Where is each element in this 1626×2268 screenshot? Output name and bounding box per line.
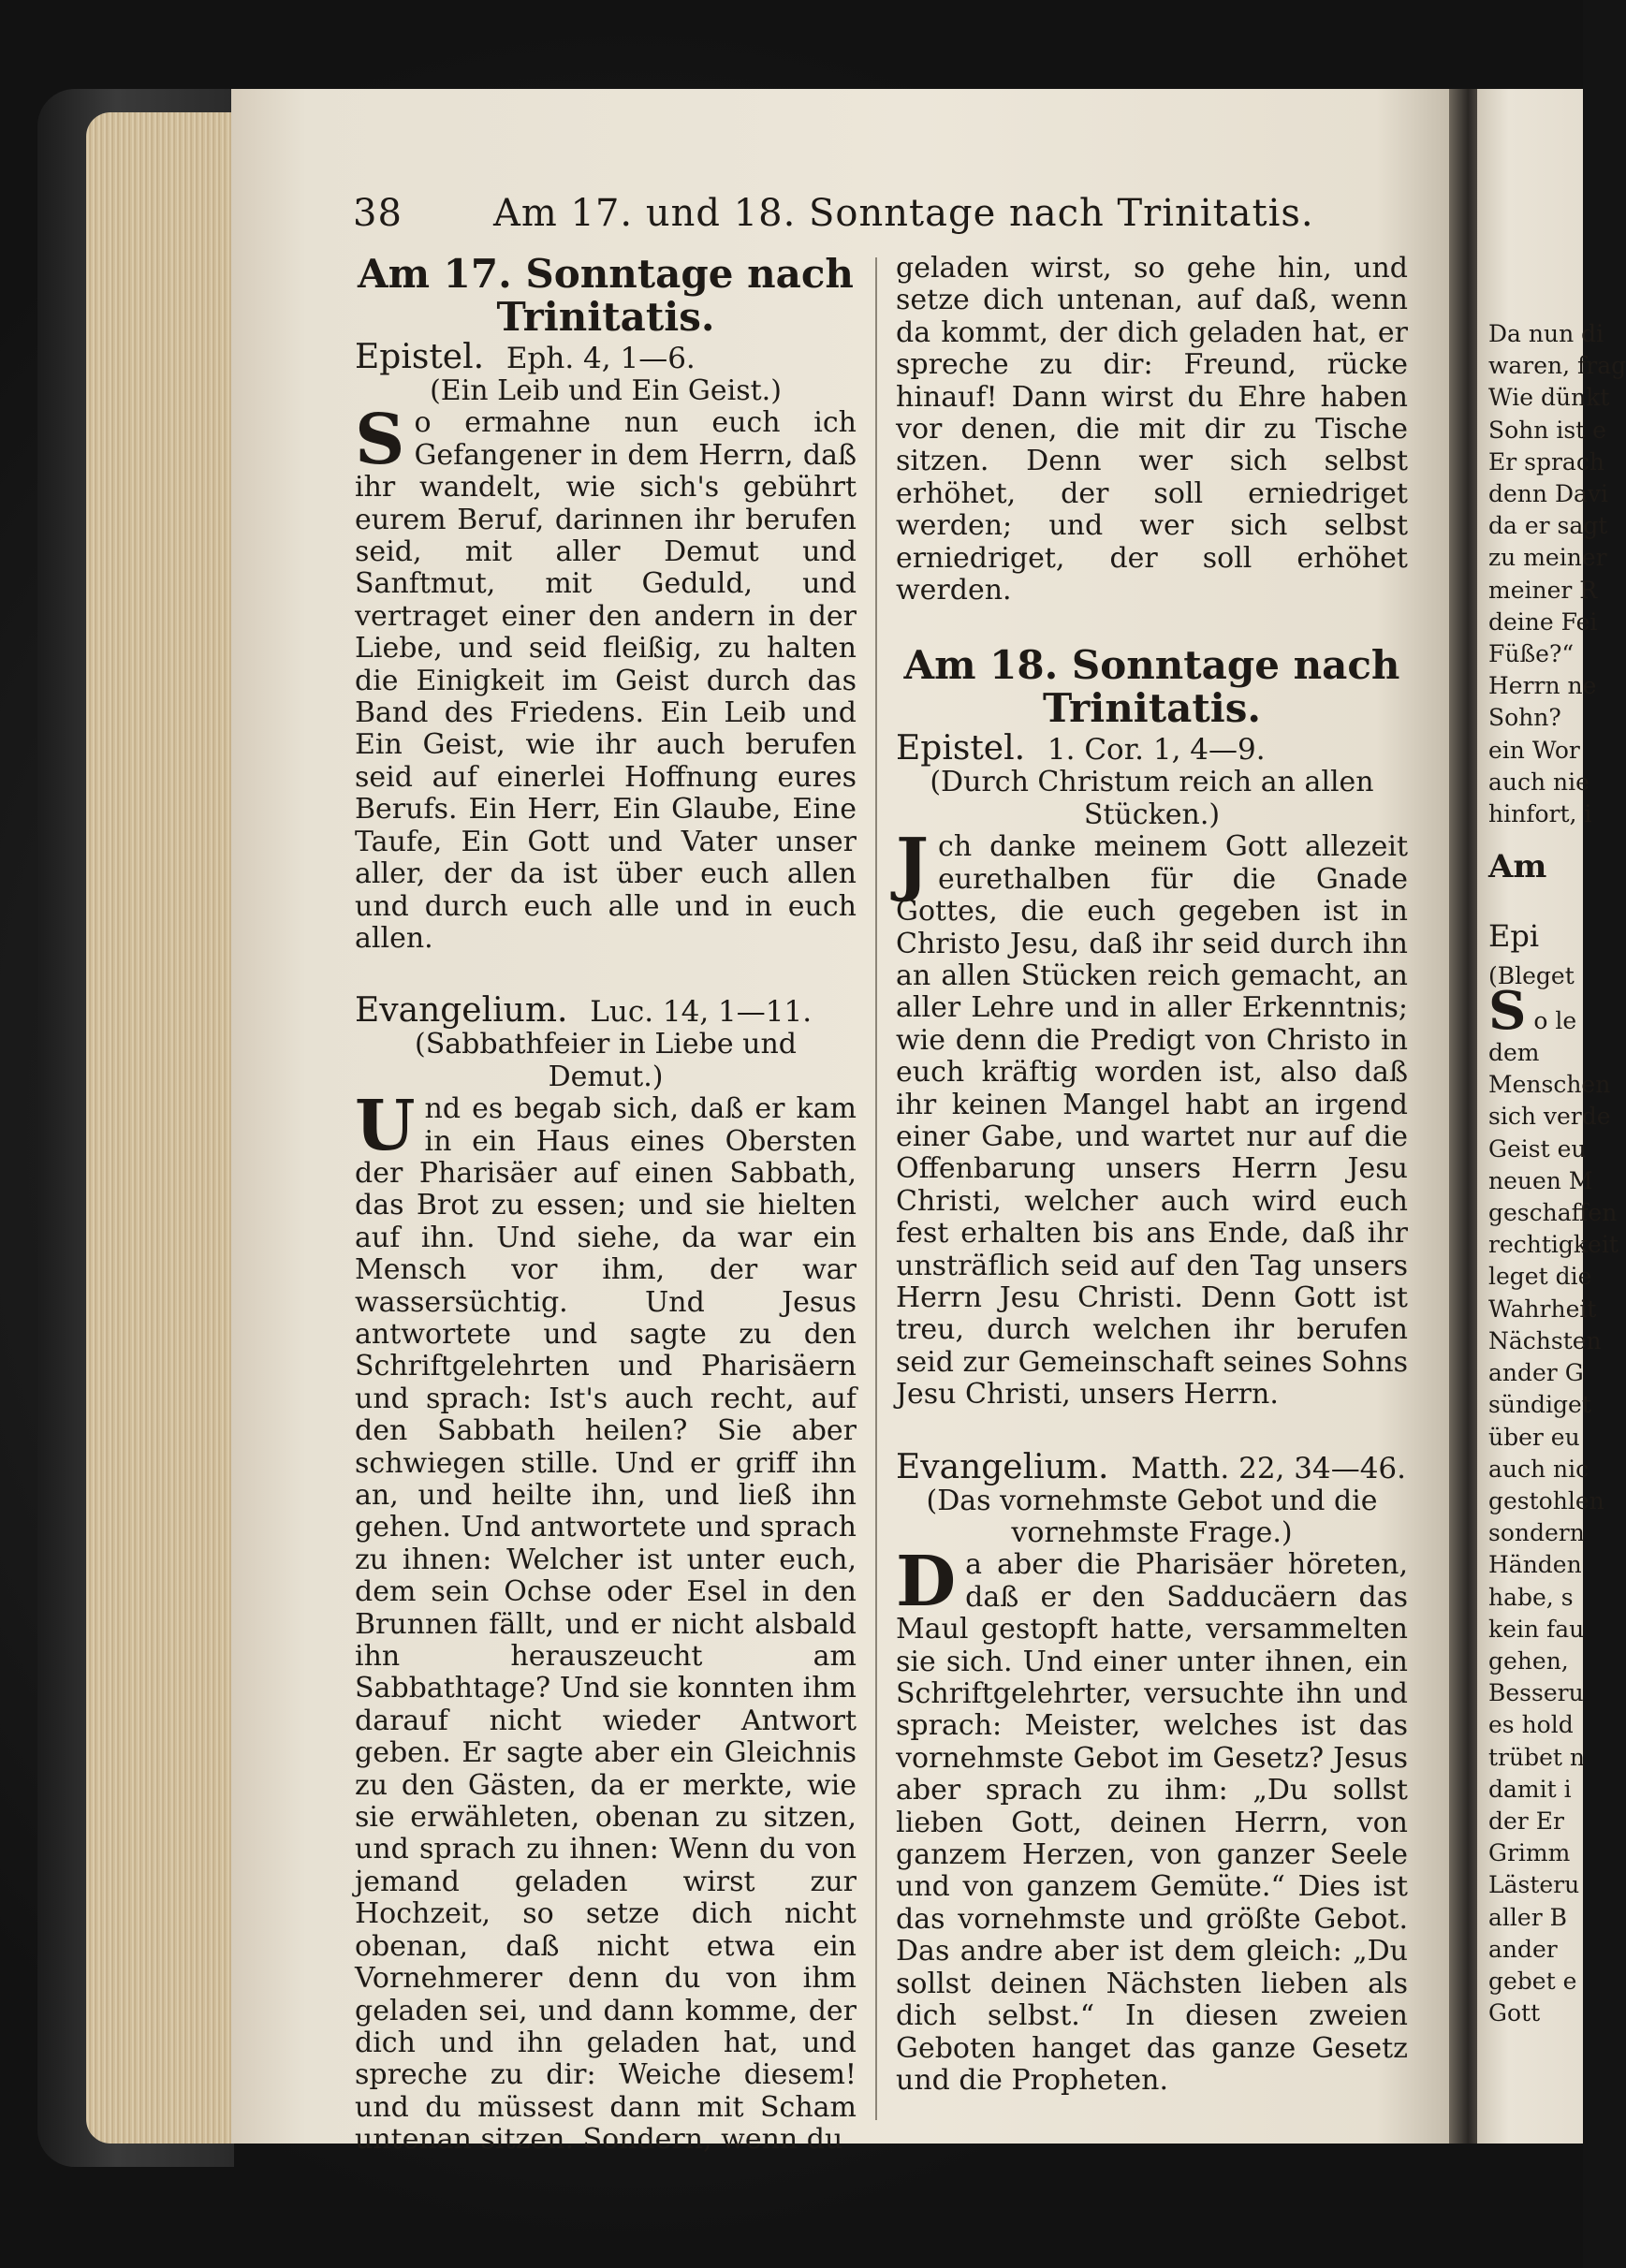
facing-page (1477, 89, 1626, 2144)
facing-line: damit i (1488, 1775, 1572, 1803)
facing-line: auch nie (1488, 768, 1589, 796)
facing-page-text (1488, 318, 1626, 2029)
dropcap: S (1488, 979, 1527, 1042)
epistle-body: o ermahne nun euch ich Gefangener in dem Herrn, daß ihr wandelt, wie sich's gebührt eurem Beruf, darinnen ihr berufen seid, mit aller Demut und Sanftmut, mit Geduld, und vertraget einer den andern in der Liebe, und seid fleißig, zu halten die Einigkeit im Geist durch das Band des Friedens. Ein Leib und Ein Geist, wie ihr auch berufen seid auf einerlei Hoffnung eures Berufs. Ein Herr, Ein Glaube, Eine Taufe, Ein Gott und Vater unser aller, der da ist über euch allen und durch euch alle und in euch allen. (355, 406, 857, 955)
column-divider (875, 257, 877, 2120)
facing-line: Wahrheit (1488, 1295, 1597, 1323)
facing-line: gehen, (1488, 1646, 1569, 1675)
gospel-theme: (Sabbathfeier in Liebe und Demut.) (415, 1028, 797, 1093)
page-number: 38 (353, 192, 403, 235)
facing-heading: Am (1488, 848, 1547, 886)
facing-line: ander G (1488, 1359, 1584, 1387)
facing-line: geschaffen (1488, 1199, 1618, 1227)
facing-lines-bottom (1488, 1037, 1619, 2029)
facing-dropcap-line (1488, 979, 1591, 1042)
gospel-label: Evangelium. (355, 991, 568, 1031)
dropcap: J (896, 824, 930, 905)
facing-line: Gott (1488, 1999, 1541, 2027)
facing-line: Wie dünkt (1488, 384, 1610, 412)
facing-line: Grimm (1488, 1839, 1571, 1867)
running-title: Am 17. und 18. Sonntage nach Trinitatis. (493, 192, 1314, 235)
facing-line: der Er (1488, 1807, 1564, 1835)
facing-line: leget die (1488, 1263, 1592, 1291)
facing-line: denn Davi (1488, 480, 1609, 508)
gospel-continuation: geladen wirst, so gehe hin, und setze dich untenan, auf daß, wenn da kommt, der dich geladen hat, er spreche zu dir: Freund, rücke hinauf! Dann wirst du Ehre haben vor denen, die mit dir zu Tische sitzen. Denn wer sich selbst erhöhet, der soll erniedriget werden; und wer sich selbst erniedriget, der soll erhöhet werden. (896, 252, 1408, 607)
gospel-text-18 (896, 1542, 1408, 2097)
epistle-label: Epistel. (896, 729, 1026, 768)
page-edges (86, 112, 241, 2144)
gospel-reference: Luc. 14, 1—11. (590, 995, 813, 1030)
gospel-heading-17 (355, 991, 857, 1031)
facing-line: neuen M (1488, 1166, 1593, 1194)
epistle-body: ch danke meinem Gott allezeit eurethalben für die Gnade Gottes, die euch gegeben ist in Christo Jesu, daß ihr seid durch ihn an allen Stücken reich gemacht, an aller Lehre und in aller Erkenntnis; wie denn die Predigt von Christo in euch kräftig worden ist, also daß ihr keinen Mangel habt an irgend einer Gabe, und wartet nur auf die Offenbarung unsers Herrn Jesu Christi, welcher auch wird euch fest erhalten bis ans Ende, daß ihr unsträflich seid auf den Tag unsers Herrn Jesu Christi. Denn Gott ist treu, durch welchen ihr berufen seid zur Gemeinschaft seines Sohns Jesu Christi, unsers Herrn. (896, 830, 1408, 1412)
section-title-18: Am 18. Sonntage nach Trinitatis. (903, 642, 1400, 732)
facing-line: Lästeru (1488, 1871, 1580, 1899)
facing-line: Sohn ist e (1488, 416, 1606, 444)
epistle-label: Epistel. (355, 338, 485, 376)
facing-line: Füße?“ (1488, 640, 1575, 668)
right-column (896, 253, 1408, 2097)
epistle-text-18 (896, 824, 1408, 1412)
epistle-theme: (Ein Leib und Ein Geist.) (430, 374, 782, 407)
dropcap: S (355, 400, 405, 481)
epistle-heading-18 (896, 729, 1408, 768)
facing-line: sich verde (1488, 1103, 1611, 1131)
facing-line: habe, s (1488, 1583, 1574, 1611)
left-column (355, 253, 857, 2157)
facing-line: deine Fei (1488, 607, 1598, 636)
facing-line: Besseru (1488, 1679, 1584, 1707)
dropcap: U (355, 1086, 416, 1167)
facing-line: gebet e (1488, 1967, 1577, 1995)
facing-subheading: Epi (1488, 918, 1540, 955)
facing-line: dem (1488, 1039, 1540, 1067)
facing-line: gestohlen (1488, 1486, 1604, 1514)
gospel-text-17 (355, 1086, 857, 2157)
facing-line: sondern (1488, 1519, 1585, 1547)
facing-line: auch nic (1488, 1455, 1589, 1483)
gospel-body: a aber die Pharisäer höreten, daß er den Sadducäern das Maul gestopft hatte, versammelten sie sich. Und einer unter ihnen, ein Schriftgelehrter, versuchte ihn und sprach: Meister, welches ist das vornehmste Gebot im Gesetz? Jesus aber sprach zu ihm: „Du sollst lieben Gott, deinen Herrn, von ganzem Herzen, von ganzer Seele und von ganzem Gemüte.“ Dies ist das vornehmste und größte Gebot. Das andre aber ist dem gleich: „Du sollst deinen Nächsten lieben als dich selbst.“ In diesen zweien Geboten hanget das ganze Gesetz und die Propheten. (896, 1548, 1408, 2097)
facing-line: Sohn? (1488, 704, 1561, 732)
facing-line: hinfort, i (1488, 800, 1592, 828)
facing-line: Nächsten (1488, 1326, 1602, 1354)
facing-line: sündiget (1488, 1391, 1591, 1419)
facing-line: da er sagt (1488, 512, 1608, 540)
epistle-heading-17 (355, 338, 857, 376)
facing-theme: (Bleget (1488, 961, 1575, 989)
epistle-reference: Eph. 4, 1—6. (505, 342, 696, 375)
facing-line: waren, frag (1488, 352, 1626, 380)
facing-line: über eu (1488, 1423, 1580, 1451)
gospel-theme: (Das vornehmste Gebot und die vornehmste Frage.) (926, 1484, 1378, 1549)
facing-line: ein Wor (1488, 736, 1580, 764)
facing-lines-top (1488, 318, 1626, 830)
facing-line: kein fau (1488, 1615, 1585, 1643)
facing-dropcap-text: o le (1533, 1006, 1577, 1034)
facing-line: Herrn ne (1488, 672, 1597, 700)
gospel-heading-18 (896, 1447, 1408, 1486)
facing-line: zu meiner (1488, 544, 1607, 572)
facing-line: trübet n (1488, 1743, 1585, 1771)
gospel-label: Evangelium. (896, 1447, 1109, 1486)
epistle-text-17 (355, 400, 857, 955)
facing-line: aller B (1488, 1903, 1567, 1931)
facing-line: Da nun di (1488, 320, 1604, 347)
facing-line: Geist eu (1488, 1134, 1587, 1163)
facing-line: es hold (1488, 1711, 1574, 1739)
facing-line: ander (1488, 1935, 1558, 1963)
book-gutter (1449, 89, 1481, 2144)
epistle-reference: 1. Cor. 1, 4—9. (1047, 733, 1266, 768)
left-page (231, 89, 1476, 2157)
facing-line: meiner R (1488, 576, 1598, 604)
gospel-body: nd es begab sich, daß er kam in ein Haus eines Obersten der Pharisäer auf einen Sabbath, das Brot zu essen; und sie hielten auf ihn. Und siehe, da war ein Mensch vor ihm, der war wassersüchtig. Und Jesus antwortete und sagte zu den Schriftgelehrten und Pharisäern und sprach: Ist's auch recht, auf den Sabbath heilen? Sie aber schwiegen stille. Und er griff ihn an, und heilte ihn, und ließ ihn gehen. Und antwortete und sprach zu ihnen: Welcher ist unter euch, dem sein Ochse oder Esel in den Brunnen fällt, und er nicht alsbald ihn herauszeucht am Sabbathtage? Und sie konnten ihm darauf nicht wieder Antwort geben. Er sagte aber ein Gleichnis zu den Gästen, da er merkte, wie sie erwähleten, obenan zu sitzen, und sprach zu ihnen: Wenn du von jemand geladen wirst zur Hochzeit, so setze dich nicht obenan, daß nicht etwa ein Vornehmerer denn du von ihm geladen sei, und dann komme, der dich und ihn geladen hat, und spreche zu dir: Weiche diesem! und du müssest dann mit Scham untenan sitzen. Sondern, wenn du (355, 1092, 857, 2157)
epistle-theme: (Durch Christum reich an allen Stücken.) (930, 766, 1374, 831)
gospel-reference: Matth. 22, 34—46. (1131, 1451, 1406, 1485)
dropcap: D (896, 1542, 957, 1623)
facing-line: Er sprach (1488, 447, 1604, 476)
facing-line: Händen (1488, 1551, 1582, 1579)
facing-line: rechtigkeit (1488, 1231, 1619, 1259)
facing-line: Menschen (1488, 1071, 1611, 1099)
section-title-17: Am 17. Sonntage nach Trinitatis. (358, 251, 854, 340)
